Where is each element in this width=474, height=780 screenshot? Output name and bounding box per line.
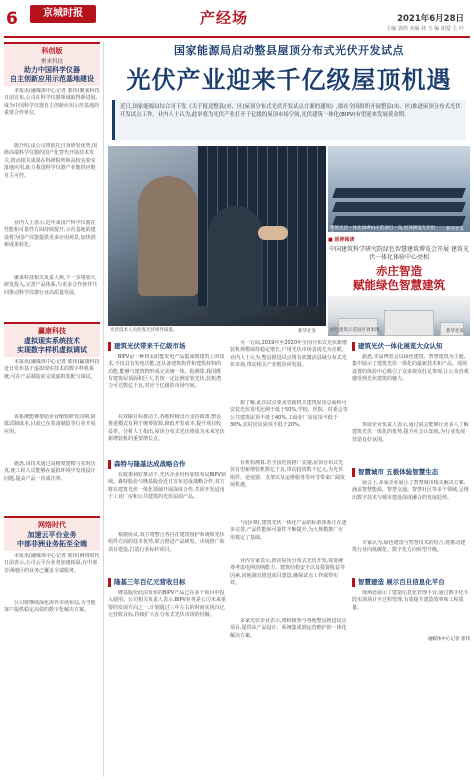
brief-tag: 科创版 [41, 47, 63, 55]
body-paragraph: 专家认为,绿色建筑与智慧技术的结合,将推动建筑行业向低碳化、数字化方向转型升级。 [352, 540, 466, 554]
worker-figure [208, 206, 263, 316]
brief-paragraph: 该系统能够帮助企业缩短研发周期,降低试制成本,目前已在装备制造等行业开展应用。 [4, 414, 96, 435]
panel-row-shape [332, 216, 466, 226]
body-paragraph: 另一方面,2019年至2020年全国分布式光伏新增装机规模保持稳定增长,户用光伏市场表现尤为亮眼。业内人士认为,整县推进试点将有效激活县域分布式光伏市场,带动相关产业链协同发展。 [230, 340, 348, 368]
page-number: 6 [6, 9, 18, 29]
related-reading-label: ■ 延伸阅读 [328, 237, 355, 243]
section-heading: 森特与隆基达成战略合作 [108, 460, 226, 469]
related-subheadline: 中国建筑科学研究院绿色智慧建筑博览会开展 建筑光伏一体化体验中心亮相 [329, 246, 469, 261]
body-paragraph: 与此同时,建筑光伏一体化产品的标准体系正在逐步完善,产品性能和可靠性不断提升,为大规模推广应用奠定了基础。 [230, 520, 347, 541]
body-paragraph: 据悉,本届博览会以绿色建筑、智慧建筑为主题,集中展示了建筑光伏一体化的最新技术和产品。现场设置的体验中心吸引了众多观众驻足参观,让公众直观感受到光伏建筑的魅力。 [352, 354, 469, 382]
section-heading: 建筑光伏带来千亿级市场 [108, 342, 226, 351]
photo-caption: 光伏技术人员检查光伏组件质量。 [110, 328, 178, 333]
masthead-logo: 京城时报 [30, 5, 96, 23]
body-column-2 [230, 340, 348, 664]
brief-title: 虚拟现实系统技术 [24, 337, 80, 345]
brief-paragraph: 本报讯(融媒体中心记者 郭伟)网络时代日前表示,公司云平台业务加速拓展,在中部非洲地区的业务已覆盖全端服务。 [4, 553, 100, 574]
body-paragraph: 参展企业负责人表示,通过展会能够让更多人了解建筑光伏一体化的优势,提升社会认知度,为行业发展营造良好氛围。 [352, 422, 469, 443]
section-heading: 隆基三年百亿元营收目标 [108, 578, 226, 587]
brief-header-3 [4, 516, 100, 551]
photo-caption: 绿色建筑示范园区效果图。 [330, 328, 384, 333]
article-headline: 光伏产业迎来千亿级屋顶机遇 [126, 65, 452, 94]
brief-title: 助力中国科学仪器 [24, 66, 80, 74]
article-lead: 近日,国家能源局综合司下发《关于报送整县(市、区)屋顶分布式光伏开发试点方案的通知》,拟在全国组织开展整县(市、区)推进屋顶分布式光伏开发试点工作。业内人士认为,此举将为光伏产业打开千亿级的屋顶市场空间,光伏建筑一体化(BIPV)有望迎来发展黄金期。 [112, 100, 466, 140]
body-paragraph: 隆基股份此前发布的BIPV产品已在多个项目中投入使用。公司相关负责人表示,BIPV业务是公司未来重要的发展方向之一,计划通过三年左右的时间实现百亿元营收目标,持续扩大在分布式光伏市场的份额。 [108, 590, 226, 618]
article-byline: 融媒体中心记者 郭伟 [428, 637, 470, 642]
brief-title: 加速云平台业务 [27, 531, 77, 539]
body-paragraph: 据了解,此次试点要求党政机关建筑屋顶总面积可安装光伏发电比例不低于50%,学校、医院、村委会等公共建筑屋顶不低于40%,工商业厂房屋顶不低于30%,农村居民屋顶不低于20%。 [230, 400, 348, 428]
solar-panel-inspection-photo [108, 146, 326, 326]
body-paragraph: 在双碳目标推动下,各地积极出台支持政策,整县推进模式有利于统筹资源,降低开发成本,提升项目收益率。分析人士指出,屋顶分布式光伏将成为未来光伏新增装机的重要增长点。 [108, 414, 225, 442]
body-paragraph: 业内专家表示,推动屋顶分布式光伏开发,需要统筹考虑电网消纳能力、建筑结构安全以及投资收益等因素,因地制宜推进项目建设,确保试点工作取得实效。 [230, 558, 346, 586]
issue-date: 2021年6月28日 [397, 14, 464, 24]
brief-paragraph: 业内人士表示,近年来国产科学仪器在性能和可靠性方面持续提升,示范基地的建设将为国产仪器提供更多应用场景,加快创新成果转化。 [4, 220, 96, 249]
body-paragraph: 在政策利好推动下,光伏企业纷纷加快布局BIPV领域。森特股份与隆基股份近日宣布达成战略合作,双方将在建筑光伏一体化领域开展深度合作,共同开发适用于工业厂房和公共建筑的光伏屋面产品。 [108, 472, 226, 500]
related-headline-line: 赤庄智造 [376, 264, 422, 278]
body-paragraph: 多家光伏企业表示,将积极参与各地整县推进试点项目,提供从产品设计、系统集成到运营维护的一体化解决方案。 [230, 618, 347, 639]
brief-tag: 赢康科技 [38, 327, 66, 335]
brief-title: 自主创新应用示范基地建设 [10, 75, 94, 83]
body-column-1 [108, 340, 226, 658]
body-paragraph: 现场还展示了建造信息化管理平台,通过数字化手段实现项目全过程管理,有效提升建造效率和工程质量。 [352, 590, 469, 611]
left-news-column [4, 42, 104, 777]
related-headline [328, 264, 470, 292]
bipv-rooftop-photo [328, 146, 470, 232]
section-title: 产经场 [200, 9, 249, 27]
body-column-3 [352, 340, 470, 642]
brief-paragraph: 聚来科技相关负责人称,下一步将加大研发投入,完善产品体系,与更多合作伙伴共同推动科学仪器行业高质量发展。 [4, 275, 98, 296]
body-paragraph: BIPV是一种将太阳能发电产品集成到建筑上的技术,不仅具有发电功能,还具备建筑构件和建筑材料的功能,能够与建筑物形成完美统一体。据测算,我国既有建筑屋顶面积巨大,若按一定比例安装光伏,装机潜力可达数亿千瓦,对应千亿级的市场空间。 [108, 354, 225, 390]
brief-kicker: 聚来科技 [40, 59, 63, 65]
panel-row-shape [332, 188, 466, 198]
worker-figure [138, 176, 198, 296]
body-paragraph: 根据协议,双方将整合各自在建筑围护系统和光伏组件方面的技术优势,联合推进产品研发、市场推广和项目建设,打造行业标杆项目。 [108, 532, 225, 553]
brief-tag: 网络时代 [38, 521, 66, 529]
section-heading: 建筑光伏一体化展览大众认知 [352, 342, 470, 351]
editor-credits: 主编 郭伟 美编 林 玉 编 胡爱 主 叶 [386, 26, 464, 32]
brief-paragraph: 据悉,该技术通过高精度建模与实时仿真,使工程人员能够在虚拟环境中发现设计问题,提高产品一次成功率。 [4, 461, 96, 482]
brief-paragraph: 公司将继续深化海外市场布局,为当地客户提供稳定高效的数字化解决方案。 [4, 600, 96, 614]
brief-title: 中部非洲业务拓至全端 [17, 540, 87, 548]
body-paragraph: 有机构测算,若全国范围推广实施,屋顶分布式光伏有望新增装机数亿千瓦,带动投资数千亿元,为光伏组件、逆变器、支架以及运维服务等环节带来广阔发展机遇。 [230, 460, 346, 488]
brief-paragraph: 据介绍,该公司将依托自身研发优势,围绕高端科学仪器的国产化替代开展技术攻关,推动相关成果在科研院所和高校实验室落地应用,助力我国科学仪器产业链供应链自主可控。 [4, 143, 98, 179]
article-subheadline: 国家能源局启动整县屋顶分布式光伏开发试点 [174, 44, 404, 57]
photo-credit: 新华社发 [298, 329, 316, 334]
page-header [0, 0, 474, 40]
header-divider [4, 36, 470, 38]
hand-shape [258, 226, 288, 240]
brief-header-2 [4, 322, 100, 357]
photo-credit: 新华社发 [446, 227, 464, 232]
photo-caption: 建筑光伏一体化(BIPV)示范项目一角,屋顶铺设光伏组件。 [330, 226, 436, 237]
photo-credit: 新华社发 [446, 329, 464, 334]
related-headline-line: 赋能绿色智慧建筑 [353, 278, 445, 292]
brief-paragraph: 本报讯(融媒体中心记者 郭伟)聚来科技日前宣布,公司在科学仪器领域取得新进展,成为中国科学仪器自主创新应用示范基地的重要合作单位。 [4, 88, 100, 117]
panel-row-shape [332, 202, 466, 212]
brief-paragraph: 本报讯(融媒体中心记者 郭伟)赢康科技近日发布基于虚拟现实技术的数字样机系统,可在产品制造前完成虚拟装配与调试。 [4, 359, 100, 380]
body-paragraph: 展会上,多家企业展示了智慧城市相关解决方案,涵盖智慧能源、智慧交通、智慧社区等多个领域,呈现出数字技术与城市建设深度融合的发展趋势。 [352, 480, 469, 501]
brief-header-1 [4, 42, 100, 86]
brief-title: 实现数字样机虚拟调试 [17, 346, 87, 354]
section-heading: 智慧建造 展示百旦信息化平台 [352, 578, 470, 587]
section-heading: 智慧城市 五极体验智慧生态 [352, 468, 470, 477]
